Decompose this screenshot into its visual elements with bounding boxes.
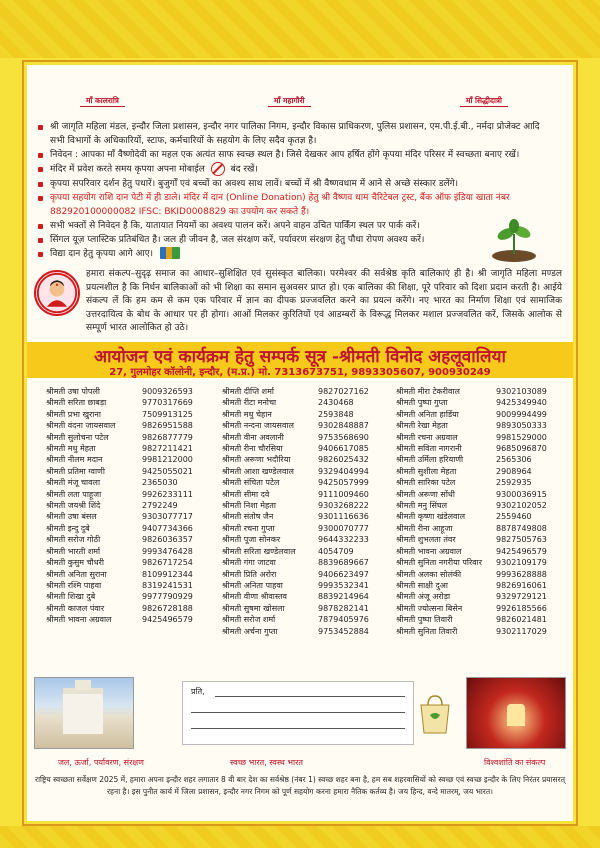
member-phone: 9685096870 bbox=[496, 444, 547, 454]
member-phone: 9993532341 bbox=[318, 580, 369, 590]
member-name: श्रीमती पूजा सोनकर bbox=[222, 535, 281, 545]
member-phone: 2365030 bbox=[142, 478, 178, 488]
member-row bbox=[222, 432, 369, 443]
member-phone: 9406623497 bbox=[318, 569, 369, 579]
member-row bbox=[46, 397, 193, 408]
member-row bbox=[46, 534, 193, 545]
member-phone: 9826036357 bbox=[142, 535, 193, 545]
member-phone: 9826021481 bbox=[496, 615, 547, 625]
member-name: श्रीमती पुष्पा तिवारी bbox=[396, 615, 453, 625]
member-name: श्रीमती गंगा जाटवा bbox=[222, 558, 276, 568]
member-name: श्रीमती सरिता खण्डेलवाल bbox=[222, 546, 296, 556]
member-row bbox=[46, 557, 193, 568]
member-phone: 9302848887 bbox=[318, 421, 369, 431]
member-row bbox=[222, 409, 369, 420]
caption-water-energy: जल, ऊर्जा, पर्यावरण, संरक्षण bbox=[58, 758, 144, 767]
member-name: श्रीमती सरिता छाबड़ा bbox=[46, 398, 107, 408]
member-name: श्रीमती नन्दना जायसवाल bbox=[222, 421, 294, 431]
rule-text: सिंगल यूज़ प्लास्टिक प्रतिबंधित है। जल ही जीवन है, जल संरक्षण करें, पर्यावरण संरक्षण हेतु पौधा रोपण अवश्य करें। bbox=[50, 234, 425, 245]
member-phone: 9302117029 bbox=[496, 626, 547, 636]
bullet-icon bbox=[38, 125, 43, 130]
member-row bbox=[396, 489, 547, 500]
member-phone: 8839689667 bbox=[318, 558, 369, 568]
member-row bbox=[222, 443, 369, 454]
member-phone: 9302102052 bbox=[496, 501, 547, 511]
temple-photo bbox=[34, 677, 134, 749]
member-name: श्रीमती मनु सिंघल bbox=[396, 501, 448, 511]
member-row bbox=[46, 420, 193, 431]
member-row bbox=[222, 511, 369, 522]
member-row bbox=[222, 603, 369, 614]
member-row bbox=[396, 591, 547, 602]
member-row bbox=[222, 420, 369, 431]
member-name: श्रीमती रीना चौरसिया bbox=[222, 444, 283, 454]
sankalp-text: हमारा संकल्प–सुदृढ़ समाज का आधार–सुशिक्षित एवं सुसंस्कृत बालिका। परमेश्वर की सर्वश्रेष्ठ कृति बालिकाएं ही है। श्री जागृति महिला मण्डल प्रयत्नशील है कि निर्धन बालिकाओं को भी शिक्षा का समान सुअवसर प्राप्त हो। एक बालिका की शिक्षा, पूरे परिवार को दिशा प्रदान करती है। आईये संकल्प लें कि हम कम से कम एक परिवार में ज्ञान का दीपक प्रज्जवलित करने का प्रयत्न करेंगे। नए भारत का निर्माण शिक्षा एवं सामाजिक उत्तरदायित्व के बोध के आधार पर ही होगा। आओं मिलकर कुरितियों एवं आडम्बरों के विरूद्ध मिलकर मशाल प्रज्जवलित करें, जिसके आलोक से सम्पूर्ण भारत आलोकित हो उठे। bbox=[86, 269, 562, 333]
member-row bbox=[46, 466, 193, 477]
member-row bbox=[46, 477, 193, 488]
member-phone: 7879405976 bbox=[318, 615, 369, 625]
rule-text-tail: बंद रखें। bbox=[230, 164, 258, 175]
member-row bbox=[222, 477, 369, 488]
member-name: श्रीमती अरूणा सोंधी bbox=[396, 489, 455, 499]
member-phone: 9826951588 bbox=[142, 421, 193, 431]
member-phone: 9644332233 bbox=[318, 535, 369, 545]
member-name: श्रीमती मंजू चावला bbox=[46, 478, 101, 488]
member-name: श्रीमती पुष्पा गुप्ता bbox=[396, 398, 448, 408]
member-name: श्रीमती रेखा मेहता bbox=[396, 421, 448, 431]
member-name: श्रीमती प्रतिमा ग्वाणी bbox=[46, 466, 105, 476]
member-row bbox=[222, 523, 369, 534]
member-name: श्रीमती सरोज शर्मा bbox=[222, 615, 276, 625]
member-name: श्रीमती सुलोचना पटेल bbox=[46, 432, 109, 442]
member-phone: 9302109179 bbox=[496, 558, 547, 568]
member-name: श्रीमती मीरा टेकरीवाल bbox=[396, 387, 460, 396]
member-row bbox=[46, 523, 193, 534]
photo-strip bbox=[34, 677, 564, 773]
mata-name: माँ कालरात्रि bbox=[80, 96, 125, 107]
member-phone: 9425496579 bbox=[142, 615, 193, 625]
member-phone: 9753568690 bbox=[318, 432, 369, 442]
bullet-icon bbox=[38, 252, 43, 257]
member-name: श्रीमती अनिता हार्डिया bbox=[396, 409, 459, 419]
member-name: श्रीमती जयश्री शिंदे bbox=[46, 501, 101, 511]
form-line bbox=[191, 728, 405, 729]
member-name: श्रीमती अर्चना गुप्ता bbox=[222, 626, 278, 636]
members-column-2 bbox=[222, 386, 369, 637]
member-row bbox=[396, 500, 547, 511]
member-row bbox=[396, 454, 547, 465]
bullet-icon bbox=[38, 224, 43, 229]
member-phone: 9827027162 bbox=[318, 387, 369, 396]
member-name: श्रीमती मधु मेहता bbox=[46, 444, 96, 454]
member-row bbox=[46, 432, 193, 443]
rule-item bbox=[34, 120, 554, 148]
member-row bbox=[396, 546, 547, 557]
member-name: श्रीमती अलका सोलंकी bbox=[396, 569, 462, 579]
member-phone: 9893050333 bbox=[496, 421, 547, 431]
member-name: श्रीमती सरोज गोठी bbox=[46, 535, 101, 545]
member-row bbox=[222, 534, 369, 545]
rule-text: श्री जागृति महिला मंडल, इन्दौर जिला प्रशासन, इन्दौर नगर पालिका निगम, इन्दौर विकास प्राधिकरण, पुलिस प्रशासन, एम.पी.ई.बी., नर्मदा प्रोजेक्ट आदि सभी विभागों के अधिकारियों, स्टाफ, कर्मचारियों के सहयोग के लिए सदैव कृतज्ञ है। bbox=[50, 122, 540, 146]
member-phone: 9827211421 bbox=[142, 444, 193, 454]
bullet-icon bbox=[38, 182, 43, 187]
member-name: श्रीमती रचना गुप्ता bbox=[222, 523, 275, 533]
member-phone: 8878749808 bbox=[496, 523, 547, 533]
member-name: श्रीमती शिखा दुबे bbox=[46, 592, 96, 602]
member-phone: 9827505763 bbox=[496, 535, 547, 545]
member-name: श्रीमती सुनिता नगरीया परिवार bbox=[396, 558, 483, 568]
member-phone: 9826877779 bbox=[142, 432, 193, 442]
member-phone: 9303268222 bbox=[318, 501, 369, 511]
member-row bbox=[222, 614, 369, 625]
member-name: श्रीमती अंजू अरोड़ा bbox=[396, 592, 451, 602]
member-row bbox=[396, 477, 547, 488]
member-name: श्रीमती मधु चेहान bbox=[222, 409, 272, 419]
member-row bbox=[222, 397, 369, 408]
member-row bbox=[396, 569, 547, 580]
member-name: श्रीमती शुभलता तंवर bbox=[396, 535, 456, 545]
footer-note: राष्ट्रिय स्वच्छता सर्वेक्षण 2025 में, हमारा अपना इन्दौर शहर लगातार 8 वी बार देश का सर्वश्रेष्ठ (नंबर 1) स्वच्छ शहर बना है, हम सब शहरवासियों को स्वच्छ एवं स्वच्छ इन्दौर के लिए निरंतर प्रयासरत् रहना है। इस पुनीत कार्य में जिला प्रशासन, इन्दौर नगर निगम को पूर्ण सहयोग करना हमारा नैतिक कर्तव्य है। जय हिन्द, वन्दे मातरम्, जय भारत। bbox=[35, 775, 565, 796]
member-name: श्रीमती प्रिति अरोरा bbox=[222, 569, 277, 579]
member-row bbox=[222, 454, 369, 465]
rule-item bbox=[34, 233, 500, 247]
rule-item bbox=[34, 177, 554, 191]
member-name: श्रीमती वीणा श्रीवास्तव bbox=[222, 592, 287, 602]
top-decorative-pattern bbox=[0, 0, 600, 58]
member-name: श्रीमती वंदना जायसवाल bbox=[46, 421, 116, 431]
members-column-1 bbox=[46, 386, 193, 626]
member-row bbox=[396, 511, 547, 522]
member-phone: 4054709 bbox=[318, 546, 354, 556]
member-name: श्रीमती उषा पोपली bbox=[46, 387, 100, 396]
member-row bbox=[222, 466, 369, 477]
member-phone: 9770317669 bbox=[142, 398, 193, 408]
rule-item bbox=[34, 191, 554, 219]
member-row bbox=[46, 500, 193, 511]
member-row bbox=[46, 443, 193, 454]
member-row bbox=[396, 420, 547, 431]
member-phone: 2592935 bbox=[496, 478, 532, 488]
mata-name: माँ सिद्धीदात्री bbox=[460, 96, 508, 107]
member-phone: 9009326593 bbox=[142, 387, 193, 396]
member-name: श्रीमती कुसुम चौधरी bbox=[46, 558, 104, 568]
member-phone: 9993476428 bbox=[142, 546, 193, 556]
member-name: श्रीमती भावना अग्रवाल bbox=[46, 615, 112, 625]
member-row bbox=[396, 397, 547, 408]
member-phone: 9826717254 bbox=[142, 558, 193, 568]
member-name: श्रीमती अनिता पाहवा bbox=[222, 580, 283, 590]
member-row bbox=[396, 534, 547, 545]
bullet-icon bbox=[38, 238, 43, 243]
caption-world-peace: विश्वशांति का संकल्प bbox=[484, 758, 546, 767]
member-phone: 2430468 bbox=[318, 398, 354, 408]
member-row bbox=[222, 557, 369, 568]
member-row bbox=[396, 409, 547, 420]
form-label: प्रति, bbox=[191, 687, 205, 696]
mata-name: माँ महागौरी bbox=[268, 96, 311, 107]
member-row bbox=[46, 489, 193, 500]
rule-text: निवेदन : आपका माँ वैष्णोदेवी का महल एक अत्यंत साफ स्वच्छ स्थल है। जिसे देखकर आप हर्षित होंगे कृपया मंदिर परिसर में स्वच्छता बनाए रखें। bbox=[50, 150, 520, 160]
members-column-3 bbox=[396, 386, 547, 637]
contact-address: 27, गुलमोहर कॉलोनी, इन्दौर, (म.प्र.) मो. 7313673751, 9893305607, 900930249 bbox=[109, 367, 491, 378]
form-line bbox=[215, 696, 405, 697]
member-row bbox=[46, 386, 193, 397]
member-row bbox=[46, 603, 193, 614]
member-name: श्रीमती भावना अग्रवाल bbox=[396, 546, 462, 556]
member-phone: 9753452884 bbox=[318, 626, 369, 636]
rule-text: कृपया सपरिवार दर्शन हेतु पधारें। बुजुर्गों एवं बच्चों का अवश्य साथ लावें। बच्चों में श्री वैष्णवधाम में आने से अच्छे संस्कार डलेंगे। bbox=[50, 178, 459, 189]
rule-item bbox=[34, 247, 554, 261]
member-row bbox=[222, 386, 369, 397]
member-phone: 9009994499 bbox=[496, 409, 547, 419]
caption-clean-india: स्वच्छ भारत, स्वस्थ भारत bbox=[230, 758, 303, 767]
member-name: श्रीमती नीलम मदान bbox=[46, 455, 103, 465]
member-name: श्रीमती दीप्ति शर्मा bbox=[222, 387, 274, 396]
member-row bbox=[46, 511, 193, 522]
member-row bbox=[222, 626, 369, 637]
member-phone: 9300036915 bbox=[496, 489, 547, 499]
member-phone: 9425349940 bbox=[496, 398, 547, 408]
rule-item bbox=[34, 148, 554, 162]
member-name: श्रीमती उर्मिला हरियाणी bbox=[396, 455, 464, 465]
member-row bbox=[396, 432, 547, 443]
member-name: श्रीमती लता पाहूजा bbox=[46, 489, 102, 499]
member-row bbox=[222, 546, 369, 557]
member-name: श्रीमती उषा बंसल bbox=[46, 512, 97, 522]
member-row bbox=[396, 626, 547, 637]
member-phone: 9301116636 bbox=[318, 512, 369, 522]
member-row bbox=[222, 569, 369, 580]
member-phone: 9981529000 bbox=[496, 432, 547, 442]
member-phone: 9993628888 bbox=[496, 569, 547, 579]
sankalp-section bbox=[34, 268, 564, 342]
member-name: श्रीमती सारिका पटेल bbox=[396, 478, 456, 488]
member-row bbox=[46, 580, 193, 591]
member-phone: 8109912344 bbox=[142, 569, 193, 579]
member-row bbox=[46, 546, 193, 557]
form-line bbox=[191, 712, 405, 713]
member-name: श्रीमती काजल पंवार bbox=[46, 603, 105, 613]
member-phone: 2792249 bbox=[142, 501, 178, 511]
bullet-icon bbox=[38, 167, 43, 172]
member-name: श्रीमती संतोष जैन bbox=[222, 512, 274, 522]
member-row bbox=[46, 614, 193, 625]
member-phone: 9111009460 bbox=[318, 489, 369, 499]
member-phone: 9977790929 bbox=[142, 592, 193, 602]
shrine-photo bbox=[466, 677, 566, 749]
member-phone: 9826025432 bbox=[318, 455, 369, 465]
rules-list bbox=[34, 120, 554, 261]
bottom-decorative-pattern bbox=[0, 826, 600, 848]
member-name: श्रीमती संचिता पटेल bbox=[222, 478, 280, 488]
member-row bbox=[396, 466, 547, 477]
member-phone: 2593848 bbox=[318, 409, 354, 419]
member-row bbox=[222, 500, 369, 511]
member-phone: 9826728188 bbox=[142, 603, 193, 613]
rule-text: सभी भक्तों से निवेदन है कि, यातायात नियमों का अवश्य पालन करें। अपने वाहन उचित पार्किंग स्थल पर पार्क करें। bbox=[50, 220, 420, 231]
shopping-bag-icon bbox=[416, 693, 454, 735]
member-name: श्रीमती सुनिता तिवारी bbox=[396, 626, 458, 636]
member-name: श्रीमती साक्षी दुआ bbox=[396, 580, 448, 590]
member-row bbox=[396, 603, 547, 614]
member-name: श्रीमती रीटा मनोचा bbox=[222, 398, 277, 408]
member-phone: 2559460 bbox=[496, 512, 532, 522]
member-row bbox=[222, 591, 369, 602]
member-name: श्रीमती रीना आहूजा bbox=[396, 523, 453, 533]
member-name: श्रीमती आशा खण्डेलवाल bbox=[222, 466, 294, 476]
bullet-icon bbox=[38, 153, 43, 158]
member-row bbox=[396, 614, 547, 625]
member-name: श्रीमती सविता नागरानी bbox=[396, 444, 462, 454]
member-phone: 9407734366 bbox=[142, 523, 193, 533]
member-name: श्रीमती कृष्णा खंडेलवाल bbox=[396, 512, 466, 522]
member-phone: 9425057999 bbox=[318, 478, 369, 488]
contact-title: आयोजन एवं कार्यक्रम हेतु सम्पर्क सूत्र -श्रीमती विनोद अहलूवालिया bbox=[94, 347, 506, 367]
member-phone: 2908964 bbox=[496, 466, 532, 476]
member-phone: 9406617085 bbox=[318, 444, 369, 454]
member-phone: 9329729121 bbox=[496, 592, 547, 602]
member-phone: 8839214964 bbox=[318, 592, 369, 602]
member-phone: 9329404994 bbox=[318, 466, 369, 476]
member-row bbox=[396, 386, 547, 397]
bullet-icon bbox=[38, 196, 43, 201]
member-row bbox=[396, 523, 547, 534]
member-row bbox=[396, 557, 547, 568]
member-name: श्रीमती अरूणा भदौरिया bbox=[222, 455, 291, 465]
member-phone: 9878282141 bbox=[318, 603, 369, 613]
rule-item bbox=[34, 162, 554, 177]
member-phone: 9300070777 bbox=[318, 523, 369, 533]
member-name: श्रीमती भारती शर्मा bbox=[46, 546, 101, 556]
contact-band bbox=[27, 342, 573, 378]
member-row bbox=[222, 489, 369, 500]
member-name: श्रीमती इन्दु दुबे bbox=[46, 523, 90, 533]
member-phone: 9926185566 bbox=[496, 603, 547, 613]
books-icon bbox=[160, 247, 180, 259]
member-phone: 7509913125 bbox=[142, 409, 193, 419]
member-name: श्रीमती वीना अवलानी bbox=[222, 432, 284, 442]
member-name: श्रीमती ज्योत्सना बिसेन bbox=[396, 603, 463, 613]
member-phone: 2565306 bbox=[496, 455, 532, 465]
member-row bbox=[222, 580, 369, 591]
member-name: श्रीमती प्रभा खुराना bbox=[46, 409, 101, 419]
member-phone: 9425055021 bbox=[142, 466, 193, 476]
girl-logo-icon bbox=[34, 270, 80, 316]
member-name: श्रीमती सुशीला मेहता bbox=[396, 466, 457, 476]
member-row bbox=[46, 454, 193, 465]
member-row bbox=[46, 569, 193, 580]
member-phone: 9425496579 bbox=[496, 546, 547, 556]
member-row bbox=[396, 580, 547, 591]
member-name: श्रीमती निशा मेहता bbox=[222, 501, 276, 511]
member-phone: 9981212000 bbox=[142, 455, 193, 465]
address-form-box bbox=[182, 681, 414, 745]
member-phone: 9302103089 bbox=[496, 387, 547, 396]
donation-text: कृपया सहयोग राशि दान पेटी में ही डाले। मंदिर में दान (Online Donation) हेतु श्री वैष्णव धाम चैरिटेबल ट्रस्ट, बैंक ऑफ इंडिया खाता नंबर 882920100000082 IFSC: BKID0008829 का उपयोग कर सकते हैं। bbox=[50, 192, 510, 217]
member-row bbox=[46, 409, 193, 420]
member-row bbox=[396, 443, 547, 454]
plant-icon bbox=[488, 218, 540, 262]
member-name: श्रीमती रचना अग्रवाल bbox=[396, 432, 458, 442]
rule-text: विद्या दान हेतु कृपया आगे आए। bbox=[50, 248, 154, 259]
member-row bbox=[46, 591, 193, 602]
rule-item bbox=[34, 219, 554, 233]
mata-names-row bbox=[60, 96, 540, 110]
member-phone: 9826916061 bbox=[496, 580, 547, 590]
member-name: श्रीमती सीमा दवे bbox=[222, 489, 270, 499]
member-phone: 8319241531 bbox=[142, 580, 193, 590]
member-name: श्रीमती सुषमा खोसला bbox=[222, 603, 285, 613]
member-name: श्रीमती अनिता सुराना bbox=[46, 569, 107, 579]
member-name: श्रीमती रश्मि पाहवा bbox=[46, 580, 102, 590]
rule-text: मंदिर में प्रवेश करते समय कृपया अपना मोबाईल bbox=[50, 164, 205, 175]
member-phone: 9303077717 bbox=[142, 512, 193, 522]
member-phone: 9926233111 bbox=[142, 489, 193, 499]
no-mobile-icon bbox=[211, 162, 225, 176]
